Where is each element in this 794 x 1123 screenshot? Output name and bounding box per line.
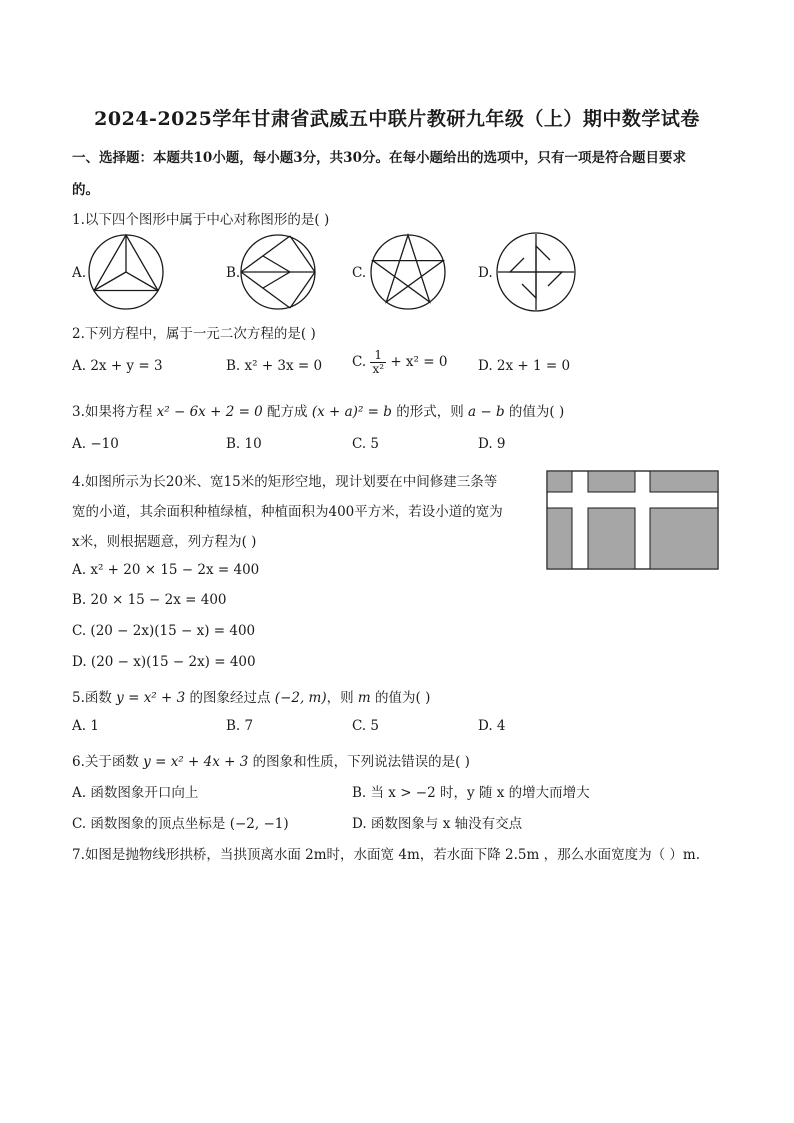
q3-option-a: A. −10 <box>72 436 119 452</box>
q5-eq-2: (−2, m) <box>274 690 327 706</box>
q6-eq-1: y = x² + 4x + 3 <box>143 754 249 770</box>
q3-stem <box>72 400 564 420</box>
q2-option-c-rest: + x² = 0 <box>390 354 448 370</box>
q4-option-c: C. (20 − 2x)(15 − x) = 400 <box>72 623 256 639</box>
q4-option-b: B. 20 × 15 − 2x = 400 <box>72 592 227 608</box>
q2-option-c-numerator: 1 <box>370 349 386 363</box>
q3-option-d: D. 9 <box>478 436 506 452</box>
q2-option-c-denominator: x² <box>372 362 385 376</box>
q3-eq-1: x² − 6x + 2 = 0 <box>156 404 263 420</box>
q6-option-a: A. 函数图象开口向上 <box>72 785 199 801</box>
q6-stem-part-b: 的图象和性质，下列说法错误的是( ) <box>248 754 470 770</box>
q6-option-c: C. 函数图象的顶点坐标是 (−2, −1) <box>72 816 289 832</box>
q5-stem-part-b: 的图象经过点 <box>185 690 275 706</box>
q2-option-d: D. 2x + 1 = 0 <box>478 358 571 374</box>
q4-option-d: D. (20 − x)(15 − 2x) = 400 <box>72 654 256 670</box>
q3-eq-2: (x + a)² = b <box>311 404 392 420</box>
q7-stem: 7.如图是抛物线形拱桥，当拱顶离水面 2m时，水面宽 4m，若水面下降 2.5m ，那么水面宽度为（ ）m. <box>72 847 700 863</box>
q1-figure-d <box>494 230 578 314</box>
q3-option-c: C. 5 <box>352 436 380 452</box>
q2-option-c-label: C. <box>352 354 367 370</box>
q5-eq-3: m <box>357 690 371 706</box>
q5-option-d: D. 4 <box>478 718 506 734</box>
q5-stem-part-c: ，则 <box>326 690 358 706</box>
q2-option-c-fraction <box>370 349 386 376</box>
q1-label-b: B. <box>226 265 241 281</box>
q1-label-d: D. <box>478 265 493 281</box>
q5-option-b: B. 7 <box>226 718 254 734</box>
page-title: 2024-2025学年甘肃省武威五中联片教研九年级（上）期中数学试卷 <box>94 108 700 130</box>
q4-option-a: A. x² + 20 × 15 − 2x = 400 <box>72 562 260 578</box>
q3-stem-part-a: 3.如果将方程 <box>72 404 157 420</box>
q1-label-c: C. <box>352 265 367 281</box>
q2-option-a: A. 2x + y = 3 <box>72 358 163 374</box>
section-header-line2: 的。 <box>72 182 99 198</box>
q5-eq-1: y = x² + 3 <box>116 690 186 706</box>
q1-figure-b <box>238 232 318 312</box>
q2-option-b: B. x² + 3x = 0 <box>226 358 323 374</box>
q1-label-a: A. <box>72 265 87 281</box>
q3-stem-part-c: 的形式，则 <box>391 404 468 420</box>
q1-figure-a <box>86 232 166 312</box>
q3-option-b: B. 10 <box>226 436 262 452</box>
q4-stem-line3: x米，则根据题意，列方程为( ) <box>72 534 257 550</box>
q3-eq-3: a − b <box>468 404 505 420</box>
q2-stem: 2.下列方程中，属于一元二次方程的是( ) <box>72 326 316 342</box>
q6-stem-part-a: 6.关于函数 <box>72 754 144 770</box>
q3-stem-part-b: 配方成 <box>262 404 312 420</box>
q6-option-d: D. 函数图象与 x 轴没有交点 <box>352 816 523 832</box>
q5-stem-part-a: 5.函数 <box>72 690 117 706</box>
q5-stem <box>72 686 430 706</box>
q1-stem: 1.以下四个图形中属于中心对称图形的是( ) <box>72 212 330 228</box>
q4-field-figure <box>546 470 720 572</box>
section-header-line1: 一、选择题：本题共10小题，每小题3分，共30分。在每小题给出的选项中，只有一项是符合题目要求 <box>72 150 686 166</box>
q1-figure-c <box>368 232 448 312</box>
q6-option-b: B. 当 x > −2 时，y 随 x 的增大而增大 <box>352 785 590 801</box>
q5-stem-part-d: 的值为( ) <box>370 690 431 706</box>
q3-stem-part-d: 的值为( ) <box>504 404 565 420</box>
q4-stem-line2: 宽的小道，其余面积种植绿植，种植面积为400平方米，若设小道的宽为 <box>72 504 503 520</box>
q5-option-a: A. 1 <box>72 718 99 734</box>
q5-option-c: C. 5 <box>352 718 380 734</box>
q4-stem-line1: 4.如图所示为长20米、宽15米的矩形空地，现计划要在中间修建三条等 <box>72 474 498 490</box>
q6-stem <box>72 750 470 770</box>
q2-option-c <box>352 349 447 376</box>
